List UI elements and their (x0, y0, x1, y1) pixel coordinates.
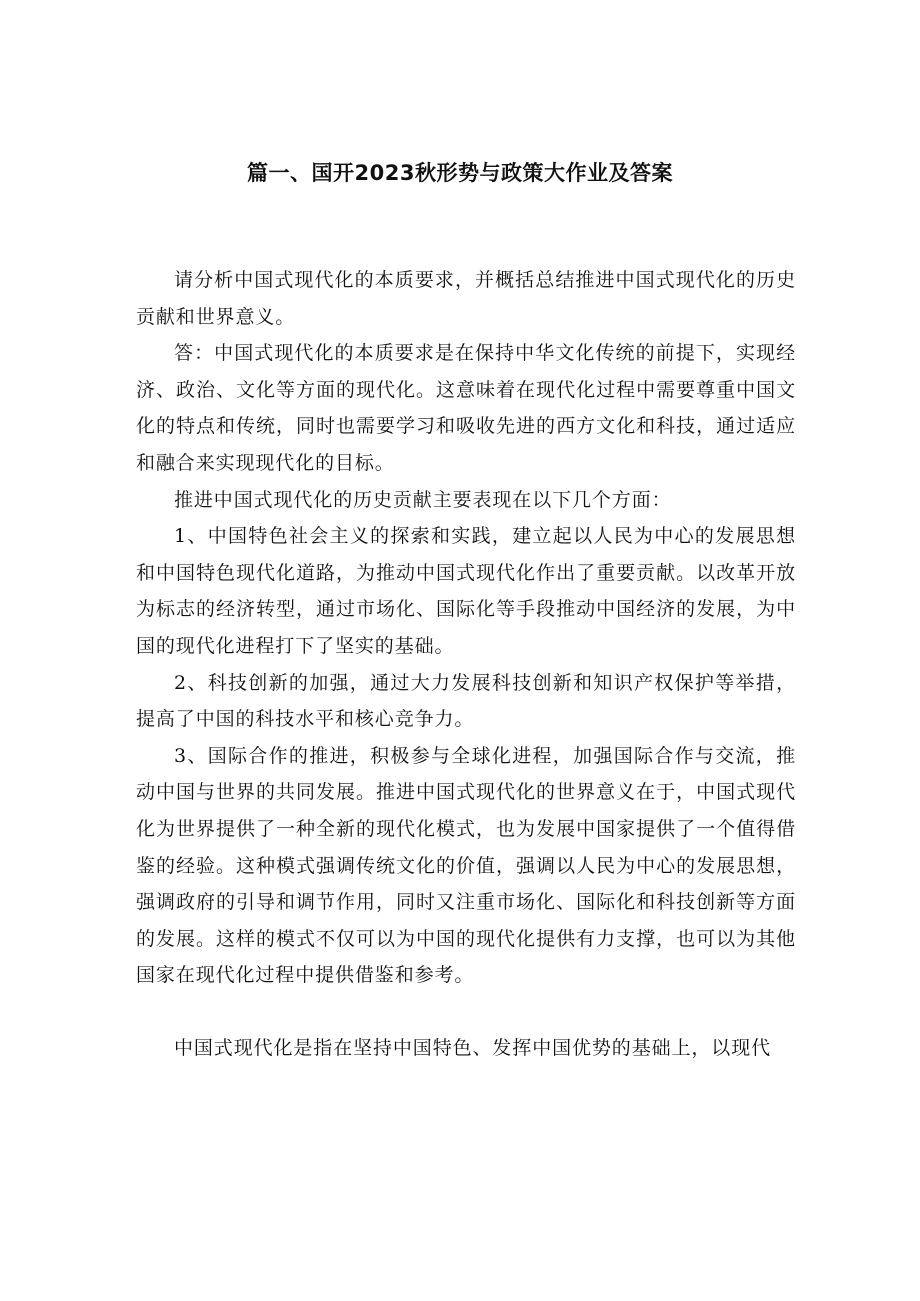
contribution-item-1: 1、中国特色社会主义的探索和实践，建立起以人民为中心的发展思想和中国特色现代化道路，为推动中国式现代化作出了重要贡献。以改革开放为标志的经济转型，通过市场化、国际化等手段推动中国经济的发展，为中国的现代化进程打下了坚实的基础。 (136, 525, 796, 657)
question-paragraph: 请分析中国式现代化的本质要求，并概括总结推进中国式现代化的历史贡献和世界意义。 (136, 269, 796, 328)
contribution-item-2: 2、科技创新的加强，通过大力发展科技创新和知识产权保护等举措，提高了中国的科技水平和核心竞争力。 (136, 671, 796, 731)
continuation-paragraph: 中国式现代化是指在坚持中国特色、发挥中国优势的基础上，以现代 (174, 1036, 772, 1059)
contribution-item-3: 3、国际合作的推进，积极参与全球化进程，加强国际合作与交流，推动中国与世界的共同发展。推进中国式现代化的世界意义在于，中国式现代化为世界提供了一种全新的现代化模式，也为发展中国家提供了一个值得借鉴的经验。这种模式强调传统文化的价值，强调以人民为中心的发展思想，强调政府的引导和调节作用，同时又注重市场化、国际化和科技创新等方面的发展。这样的模式不仅可以为中国的现代化提供有力支撑，也可以为其他国家在现代化过程中提供借鉴和参考。 (136, 744, 796, 987)
document-body (136, 262, 796, 1066)
document-title: 篇一、国开2023秋形势与政策大作业及答案 (247, 161, 673, 185)
contributions-intro-paragraph: 推进中国式现代化的历史贡献主要表现在以下几个方面： (174, 488, 672, 511)
answer-paragraph: 答：中国式现代化的本质要求是在保持中华文化传统的前提下，实现经济、政治、文化等方面的现代化。这意味着在现代化过程中需要尊重中国文化的特点和传统，同时也需要学习和吸收先进的西方文化和科技，通过适应和融合来实现现代化的目标。 (136, 342, 796, 474)
